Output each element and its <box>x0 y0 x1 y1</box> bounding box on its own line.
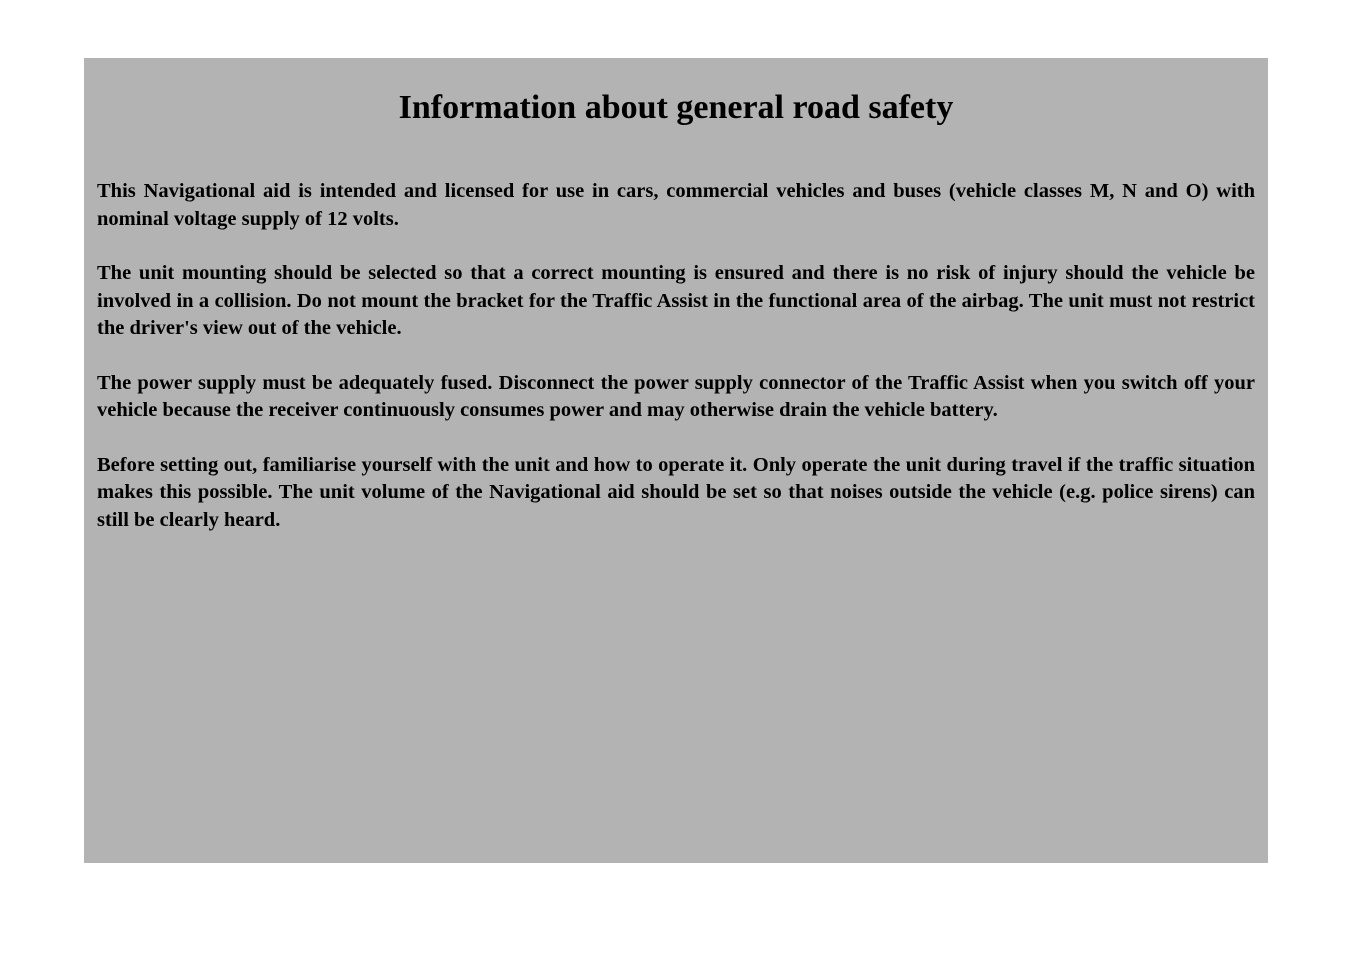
paragraph-unit-mounting: The unit mounting should be selected so that a correct mounting is ensured and there is no risk of injury should the vehicle be involved in a collision. Do not mount the bracket for the Traffic Assist in the functional area of the airbag. The unit must not restrict the driver's view out of the vehicle. <box>97 262 1255 339</box>
paragraph-vehicle-classes: This Navigational aid is intended and licensed for use in cars, commercial vehicles and buses (vehicle classes M, N and O) with nominal voltage supply of 12 volts. <box>97 180 1255 230</box>
safety-info-panel <box>84 58 1268 863</box>
paragraph-power-supply: The power supply must be adequately fused. Disconnect the power supply connector of the Traffic Assist when you switch off your vehicle because the receiver continuously consumes power and may otherwise drain the vehicle battery. <box>97 371 1255 421</box>
page-title: Information about general road safety <box>398 89 954 126</box>
paragraph-operation: Before setting out, familiarise yourself with the unit and how to operate it. Only operate the unit during travel if the traffic situation makes this possible. The unit volume of the Navigational aid should be set so that noises outside the vehicle (e.g. police sirens) can still be clearly heard. <box>97 453 1255 531</box>
